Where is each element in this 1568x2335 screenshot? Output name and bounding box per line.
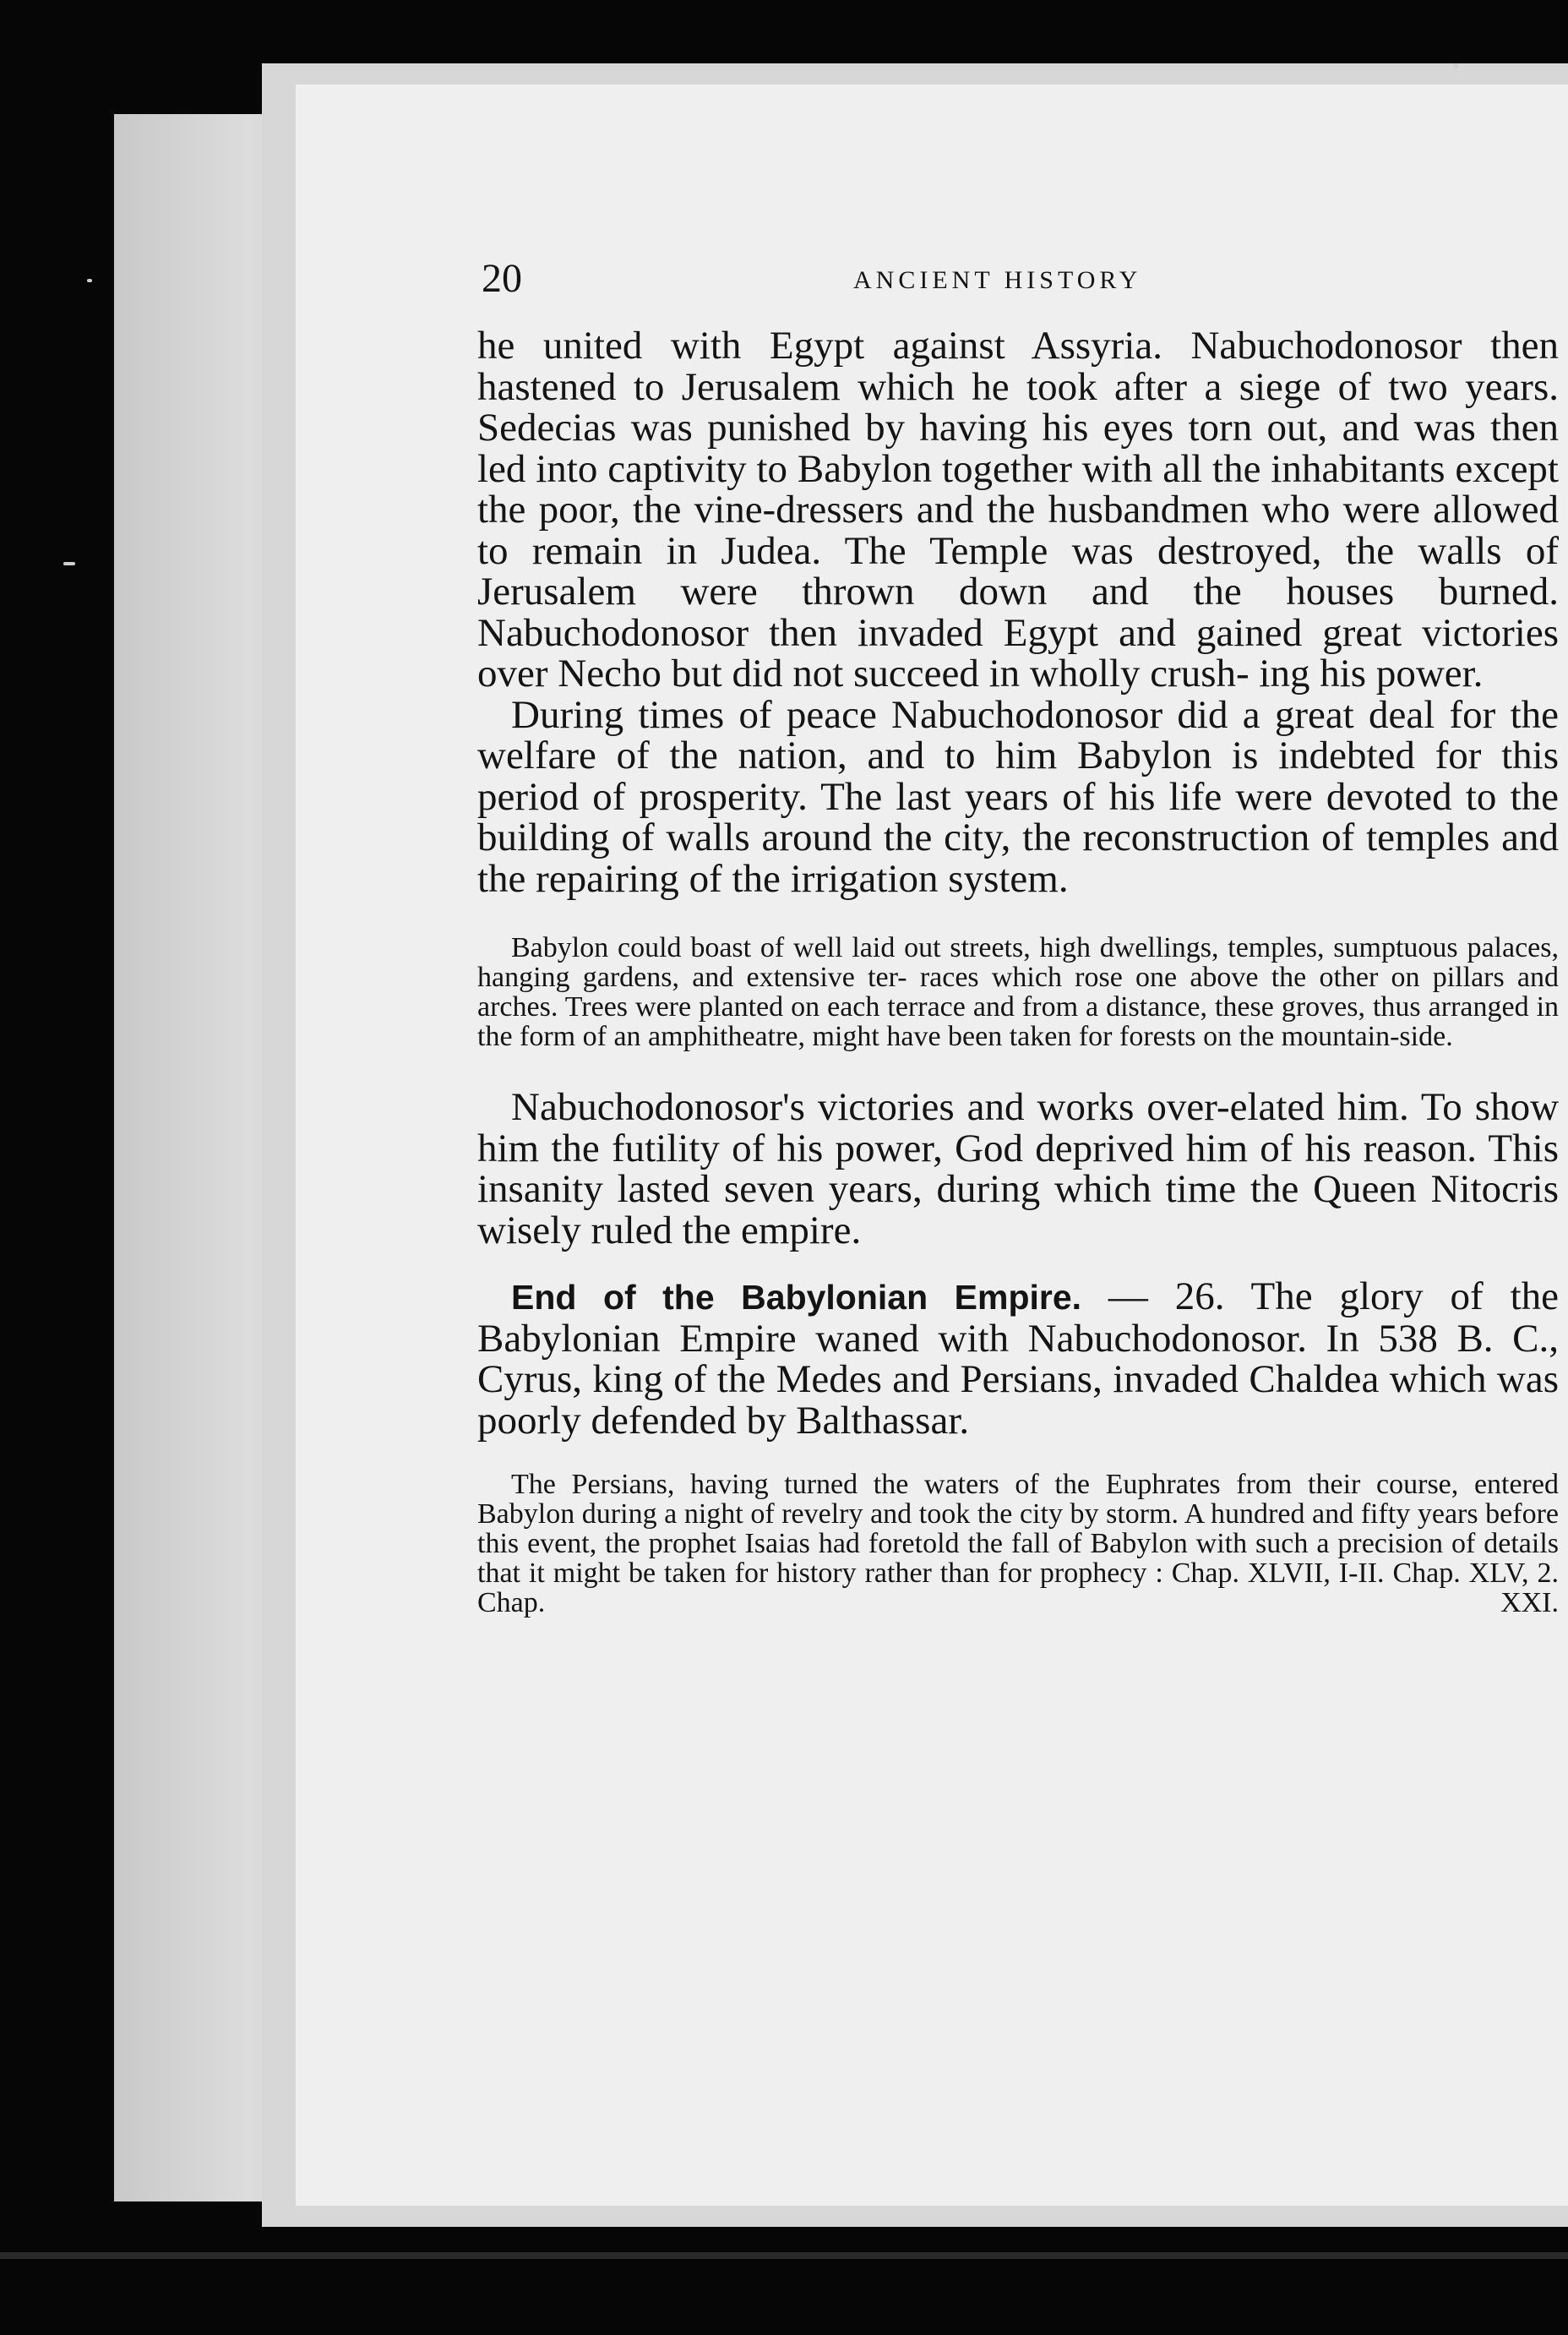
note-babylon-description: [477, 933, 1559, 1051]
paragraph-end-of-empire: [477, 1276, 1559, 1441]
text-line: vine-dressers and the husbandmen who were allowed to: [477, 488, 1560, 573]
text-line: — 26. The glory of the: [1081, 1274, 1559, 1318]
text-line: taken for forests on the mountain-side.: [1009, 1021, 1453, 1052]
running-title: ANCIENT HISTORY: [853, 266, 1142, 294]
text-line: of Jerusalem were thrown down and the houses burned.: [477, 528, 1560, 614]
text-line: During times of peace Nabuchodonosor did a great: [511, 692, 1354, 737]
text-line: of his life were devoted to the building of walls around: [477, 774, 1560, 859]
text-line: thus arranged in the form of an amphitheatre, might have been: [477, 991, 1560, 1052]
text-line: deal for the welfare of the nation, and to him Babylon: [477, 692, 1559, 777]
text-line: him of his reason. This insanity lasted seven years,: [477, 1126, 1559, 1211]
text-line: he united with Egypt against Assyria. Nabuchodonosor: [477, 324, 1462, 368]
note-fall-of-babylon: [477, 1470, 1559, 1618]
text-line: the city, the reconstruction of temples and the repairing: [477, 816, 1559, 901]
text-line: remain in Judea. The Temple was destroyed, the walls: [531, 528, 1502, 573]
text-line: for prophecy : Chap. XLVII, I-II. Chap. XLV, 2. Chap. XXI.: [477, 1558, 1559, 1618]
text-line: Babylon could boast of well laid out streets, high dwellings,: [511, 932, 1219, 963]
page-number: 20: [482, 256, 522, 301]
text-line: temples, sumptuous palaces, hanging gardens, and extensive ter-: [477, 932, 1559, 993]
paragraph-nabuchodonosor-conquest: [477, 325, 1559, 695]
text-line: Nabuchodonosor's victories and works over-elated him.: [511, 1085, 1409, 1129]
text-line: of two years. Sedecias was punished by having his eyes: [477, 364, 1560, 450]
text-line: To show him the futility of his power, God deprived: [477, 1085, 1560, 1170]
paragraph-insanity: [477, 1087, 1559, 1251]
text-line: the prophet Isaias had foretold the fall of Babylon with such a: [605, 1528, 1330, 1559]
text-line: Chaldea which was poorly defended by Balthassar.: [477, 1357, 1560, 1443]
text-body: [477, 325, 1559, 1618]
scan-speck: [63, 562, 75, 565]
text-line: torn out, and was then led into captivity to Babylon: [477, 406, 1559, 491]
text-line: their course, entered Babylon during a night of revelry and took: [477, 1469, 1559, 1530]
scan-speck: [1453, 63, 1458, 68]
text-line: of the irrigation system.: [689, 856, 1069, 901]
text-line: victories over Necho but did not succeed in wholly crush-: [477, 610, 1559, 696]
text-line: B. C., Cyrus, king of the Medes and Persians, invaded: [477, 1316, 1559, 1401]
scan-speck: [87, 279, 92, 282]
paragraph-times-of-peace: [477, 692, 1560, 901]
text-line: races which rose one above the other on pillars and arches. Trees: [477, 962, 1560, 1023]
text-line: were planted on each terrace and from a distance, these groves,: [635, 991, 1365, 1023]
text-line: empire.: [740, 1208, 862, 1252]
text-line: Babylonian Empire waned with Nabuchodonosor. In 538: [477, 1316, 1438, 1361]
text-line: Nabuchodonosor then invaded Egypt and gained great: [477, 610, 1402, 655]
section-heading: End of the Babylonian Empire.: [511, 1278, 1082, 1317]
text-line: The Persians, having turned the waters of the Euphrates from: [511, 1469, 1293, 1500]
text-line: is indebted for this period of prosperity. The last years: [477, 734, 1559, 819]
scan-edge-strip: [0, 2252, 1568, 2259]
text-line: together with all the inhabitants except the poor, the: [477, 446, 1559, 532]
text-line: ing his power.: [1259, 652, 1484, 696]
text-line: then hastened to Jerusalem which he took after a siege: [477, 324, 1560, 409]
running-head: [482, 254, 1554, 313]
text-line: the city by storm. A hundred and fifty years before this event,: [477, 1498, 1560, 1559]
text-line: precision of details that it might be taken for history rather than: [477, 1528, 1559, 1589]
text-line: during which time the Queen Nitocris wisely ruled the: [477, 1167, 1559, 1252]
